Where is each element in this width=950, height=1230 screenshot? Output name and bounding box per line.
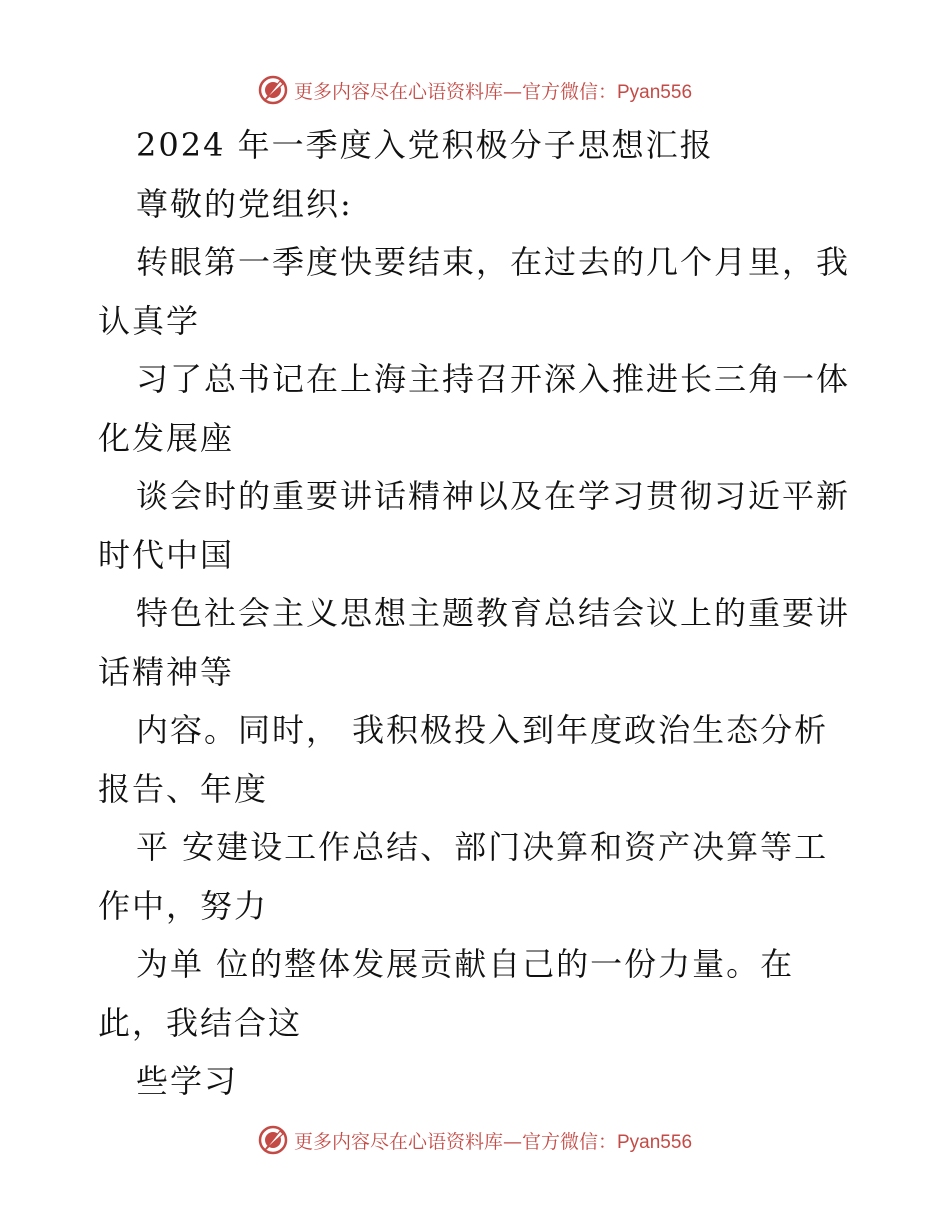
document-line: 平 安建设工作总结、部门决算和资产决算等工 [136,828,829,866]
document-line: 作中，努力 [98,887,269,925]
footer-watermark [0,1120,950,1160]
watermark-text-cn: 更多内容尽在心语资料库—官方微信： [293,1130,617,1153]
document-line: 为单 位的整体发展贡献自己的一份力量。在 [136,945,795,983]
document-line: 化发展座 [98,419,235,457]
document-line: 尊敬的党组织: [136,185,353,223]
document-title: 2024 年一季度入党积极分子思想汇报 [136,126,714,164]
watermark-wechat-id: Pyan556 [617,81,693,103]
document-line: 此，我结合这 [98,1004,303,1042]
document-line: 报告、年度 [98,770,269,808]
document-line: 转眼第一季度快要结束，在过去的几个月里，我 [136,243,851,281]
document-line: 习了总书记在上海主持召开深入推进长三角一体 [136,360,851,398]
watermark-text-cn: 更多内容尽在心语资料库—官方微信： [293,80,617,103]
quill-logo-icon [258,1125,288,1155]
document-line: 特色社会主义思想主题教育总结会议上的重要讲 [136,594,851,632]
watermark-wechat-id: Pyan556 [617,1131,693,1153]
document-line: 认真学 [98,302,201,340]
document-line: 些学习 [136,1062,239,1100]
header-watermark [0,70,950,110]
document-line: 时代中国 [98,536,235,574]
watermark-text [294,1127,692,1154]
document-line: 话精神等 [98,653,235,691]
watermark-text [294,77,692,104]
quill-logo-icon [258,75,288,105]
document-line: 谈会时的重要讲话精神以及在学习贯彻习近平新 [136,477,851,515]
document-line: 内容。同时， 我积极投入到年度政治生态分析 [136,711,829,749]
